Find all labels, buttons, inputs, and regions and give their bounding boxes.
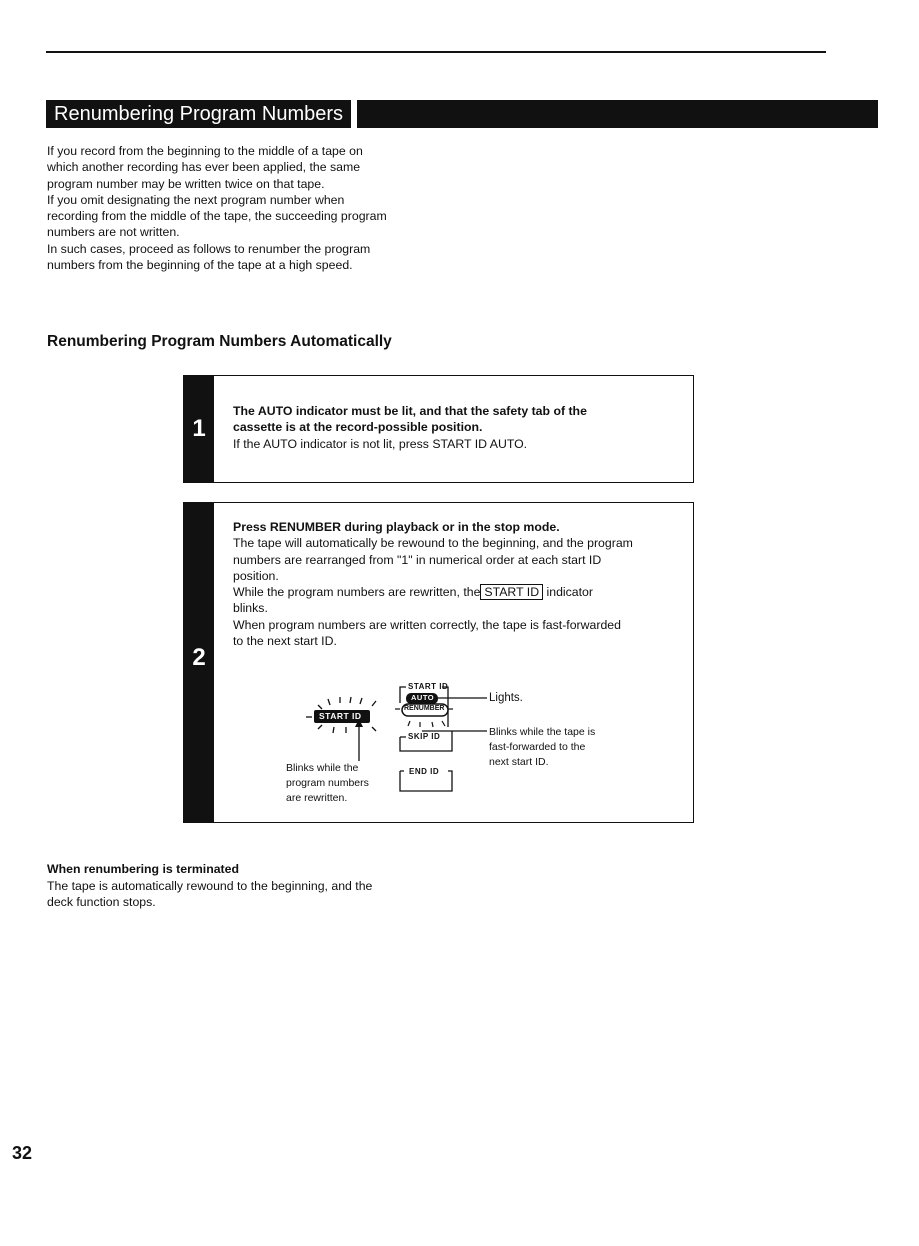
- intro-line: recording from the middle of the tape, the succeeding program: [47, 209, 387, 224]
- blinks-ff-label: Blinks while the tape is: [489, 726, 596, 738]
- start-id-indicator: START ID: [319, 711, 362, 721]
- intro-line: program number may be written twice on that tape.: [47, 176, 325, 191]
- auto-button[interactable]: AUTO: [411, 693, 435, 702]
- termination-line: The tape is automatically rewound to the beginning, and the: [47, 879, 373, 893]
- step-2-number: 2: [184, 503, 214, 822]
- blinks-rw-label: program numbers: [286, 777, 369, 789]
- intro-line: which another recording has ever been applied, the same: [47, 160, 361, 175]
- intro-line: If you record from the beginning to the middle of a tape on: [47, 144, 363, 158]
- step-2-body: [233, 519, 679, 649]
- skip-id-group-label: SKIP ID: [408, 732, 441, 741]
- top-rule: [46, 51, 826, 53]
- step-2-line: The tape will automatically be rewound to the beginning, and the program: [233, 536, 633, 551]
- termination-heading: When renumbering is terminated: [47, 862, 239, 876]
- intro-line: numbers from the beginning of the tape at a high speed.: [47, 258, 353, 273]
- renumber-button[interactable]: RENUMBER: [404, 705, 445, 712]
- intro-line: If you omit designating the next program number when: [47, 192, 345, 207]
- end-id-group-label: END ID: [409, 767, 440, 776]
- step-2-line: position.: [233, 568, 279, 583]
- blinks-rw-label: are rewritten.: [286, 792, 348, 804]
- step-1-text: If the AUTO indicator is not lit, press START ID AUTO.: [233, 436, 528, 451]
- step-1-number: 1: [184, 376, 214, 482]
- step-2-line: When program numbers are written correctly, the tape is fast-forwarded: [233, 617, 621, 632]
- blinks-ff-label: next start ID.: [489, 756, 549, 768]
- intro-paragraph: [47, 143, 427, 273]
- section-heading: Renumbering Program Numbers Automatically: [47, 333, 392, 350]
- blinks-ff-label: fast-forwarded to the: [489, 741, 586, 753]
- blinks-rw-label: Blinks while the: [286, 762, 359, 774]
- intro-line: In such cases, proceed as follows to renumber the program: [47, 241, 371, 256]
- intro-line: numbers are not written.: [47, 225, 180, 240]
- step-2-line: [233, 584, 679, 600]
- start-id-group-label: START ID: [408, 682, 449, 691]
- step-1-bold-line: The AUTO indicator must be lit, and that the safety tab of the: [233, 404, 587, 418]
- step-2-line: numbers are rearranged from "1" in numerical order at each start ID: [233, 552, 602, 567]
- termination-line: deck function stops.: [47, 895, 156, 910]
- step-1-body: [233, 403, 679, 452]
- step-2-line-text: indicator: [546, 585, 593, 600]
- page-number: 32: [12, 1143, 33, 1163]
- step-2-box: [183, 502, 694, 823]
- button-diagram: [282, 679, 612, 809]
- step-1-box: [183, 375, 694, 483]
- start-id-inline-label: START ID: [480, 584, 543, 600]
- lights-label: Lights.: [489, 692, 523, 704]
- step-2-line-text: While the program numbers are rewritten, the: [233, 585, 481, 600]
- step-2-line: to the next start ID.: [233, 634, 337, 649]
- page-title: Renumbering Program Numbers: [46, 100, 357, 128]
- step-2-heading: Press RENUMBER during playback or in the stop mode.: [233, 520, 560, 534]
- step-2-line: blinks.: [233, 601, 268, 616]
- step-1-bold-line: cassette is at the record-possible position.: [233, 420, 483, 435]
- termination-text: [47, 878, 427, 911]
